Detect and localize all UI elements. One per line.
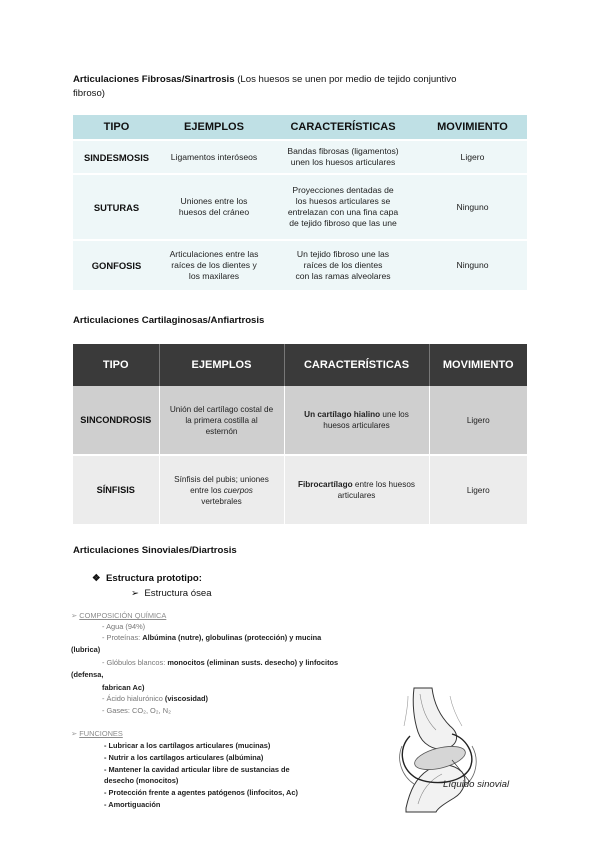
table-row	[73, 386, 527, 455]
arrow-icon: ➢	[71, 611, 78, 620]
composicion-proteinas	[102, 633, 321, 643]
cell-line: de tejido fibroso que las une	[289, 218, 397, 228]
funciones-item	[104, 776, 178, 786]
funciones-item	[104, 765, 290, 775]
cell-movimiento: Ninguno	[418, 174, 527, 240]
header-caracteristicas: CARACTERÍSTICAS	[268, 115, 418, 140]
composicion-agua	[102, 622, 145, 632]
cell-ejemplos	[159, 455, 284, 524]
note-bold: Albúmina (nutre), globulinas (protección) y mucina	[142, 633, 322, 642]
note-label: - Gases:	[102, 706, 132, 715]
composicion-heading-text: COMPOSICIÓN QUÍMICA	[79, 611, 167, 620]
header-movimiento: MOVIMIENTO	[418, 115, 527, 140]
composicion-gases	[102, 706, 171, 716]
table-header-row	[73, 115, 527, 140]
cell-caracteristicas	[268, 174, 418, 240]
note-label: - Glóbulos blancos:	[102, 658, 168, 667]
cell-caracteristicas	[284, 455, 429, 524]
cell-line: los huesos articulares se	[295, 196, 391, 206]
cell-ejemplos	[160, 174, 268, 240]
cell-line: Bandas fibrosas (ligamentos)	[287, 146, 399, 156]
section-fibrosas-title-rest: (Los huesos se unen por medio de tejido conjuntivo	[234, 74, 457, 85]
composicion-globulos	[102, 658, 338, 668]
bullet-text: Estructura ósea	[144, 588, 212, 599]
table-row	[73, 174, 527, 240]
section-fibrosas-title-bold: Articulaciones Fibrosas/Sinartrosis	[73, 74, 235, 85]
cell-line: Proyecciones dentadas de	[292, 185, 394, 195]
arrow-icon: ➢	[71, 729, 78, 738]
note-label: - Proteínas:	[102, 633, 143, 642]
cell-line: entre los	[190, 485, 224, 495]
note-bold: desecho (monocitos)	[104, 776, 179, 785]
composicion-acido	[102, 694, 208, 704]
section-cartilaginosas-title: Articulaciones Cartilaginosas/Anfiartrosis	[73, 315, 265, 326]
note-bold: - Nutrir a los cartílagos articulares (albúmina)	[104, 753, 264, 762]
table-row	[73, 140, 527, 174]
cell-line: Sínfisis del pubis; uniones	[174, 474, 269, 484]
table-row	[73, 240, 527, 290]
composicion-globulos-wrap2	[102, 683, 144, 693]
arrow-bullet-icon: ➢	[131, 588, 140, 599]
cell-line: los maxilares	[188, 271, 240, 281]
note-bold: - Lubricar a los cartílagos articulares (mucinas)	[104, 741, 271, 750]
bullet-text: Estructura prototipo:	[105, 573, 202, 584]
cell-bold: Un cartílago hialino	[304, 410, 381, 419]
cell-italic: cuerpos	[223, 485, 253, 495]
header-movimiento: MOVIMIENTO	[429, 344, 527, 386]
cartilaginosas-table	[73, 344, 527, 524]
header-tipo: TIPO	[73, 344, 159, 386]
header-caracteristicas: CARACTERÍSTICAS	[284, 344, 429, 386]
cell-line: Ligamentos interóseos	[170, 151, 258, 162]
note-bold: fabrican Ac)	[102, 683, 145, 692]
cell-line: Un tejido fibroso une las	[296, 249, 390, 259]
cell-line: la primera costilla al	[185, 415, 258, 425]
note-label: - Ácido hialurónico	[102, 694, 165, 703]
cell-line: unen los huesos articulares	[290, 157, 396, 167]
cell-line: con las ramas alveolares	[295, 271, 391, 281]
table-header-row	[73, 344, 527, 386]
fibrosas-table	[73, 115, 527, 290]
cell-tipo: SINDESMOSIS	[73, 140, 160, 174]
cell-line: Articulaciones entre las	[169, 249, 259, 259]
funciones-heading-text: FUNCIONES	[79, 729, 123, 738]
note-bold: - Amortiguación	[104, 800, 161, 809]
cell-tipo: SÍNFISIS	[73, 455, 159, 524]
header-tipo: TIPO	[73, 115, 160, 140]
section-sinoviales-title: Articulaciones Sinoviales/Diartrosis	[73, 545, 237, 556]
cell-line: entre los huesos	[352, 480, 415, 489]
cell-line: raíces de los dientes y	[171, 260, 257, 270]
cell-movimiento: Ligero	[418, 140, 527, 174]
funciones-item	[104, 800, 160, 810]
diamond-bullet-icon: ❖	[92, 573, 101, 584]
note-bold: (viscosidad)	[164, 694, 208, 703]
cell-tipo: SINCONDROSIS	[73, 386, 159, 455]
cell-line: raíces de los dientes	[303, 260, 383, 270]
composicion-proteinas-wrap	[71, 645, 100, 655]
table-row	[73, 455, 527, 524]
header-ejemplos: EJEMPLOS	[159, 344, 284, 386]
funciones-item	[104, 788, 298, 798]
cell-movimiento: Ligero	[429, 386, 527, 455]
cell-caracteristicas	[268, 240, 418, 290]
cell-tipo: SUTURAS	[73, 174, 160, 240]
section-fibrosas-title-line2: fibroso)	[73, 88, 105, 99]
cell-caracteristicas	[268, 140, 418, 174]
funciones-item	[104, 753, 263, 763]
cell-ejemplos	[160, 240, 268, 290]
note-text: CO₂, O₂, N₂	[131, 706, 171, 715]
bullet-estructura-prototipo	[92, 573, 202, 584]
funciones-heading	[71, 729, 123, 739]
cell-bold: Fibrocartílago	[298, 480, 353, 489]
note-text: - Agua (94%)	[102, 622, 146, 631]
note-bold: - Protección frente a agentes patógenos (linfocitos, Ac)	[104, 788, 298, 797]
cell-caracteristicas	[284, 386, 429, 455]
cell-line: Uniones entre los	[180, 196, 248, 206]
bullet-estructura-osea	[131, 588, 212, 599]
header-ejemplos: EJEMPLOS	[160, 115, 268, 140]
cell-tipo: GONFOSIS	[73, 240, 160, 290]
section-fibrosas-title	[73, 73, 456, 101]
cell-line: esternón	[205, 426, 238, 436]
cell-movimiento: Ninguno	[418, 240, 527, 290]
composicion-heading	[71, 611, 166, 621]
note-bold: (defensa,	[71, 670, 104, 679]
cell-line: vertebrales	[201, 496, 242, 506]
cell-line: entrelazan con una fina capa	[287, 207, 399, 217]
cell-line: huesos articulares	[323, 421, 390, 430]
cell-line: articulares	[337, 491, 376, 500]
cell-line: huesos del cráneo	[178, 207, 250, 217]
funciones-item	[104, 741, 270, 751]
note-bold: monocitos (eliminan susts. desecho) y linfocitos	[167, 658, 339, 667]
cell-ejemplos	[160, 140, 268, 174]
composicion-globulos-wrap	[71, 670, 103, 680]
cell-movimiento: Ligero	[429, 455, 527, 524]
synovial-fluid-label: Líquido sinovial	[443, 779, 510, 790]
synovial-joint-illustration	[392, 686, 532, 814]
cell-ejemplos	[159, 386, 284, 455]
cell-line: Unión del cartílago costal de	[169, 404, 274, 414]
note-bold: (lubrica)	[71, 645, 101, 654]
note-bold: - Mantener la cavidad articular libre de sustancias de	[104, 765, 290, 774]
cell-line: une los	[380, 410, 409, 419]
